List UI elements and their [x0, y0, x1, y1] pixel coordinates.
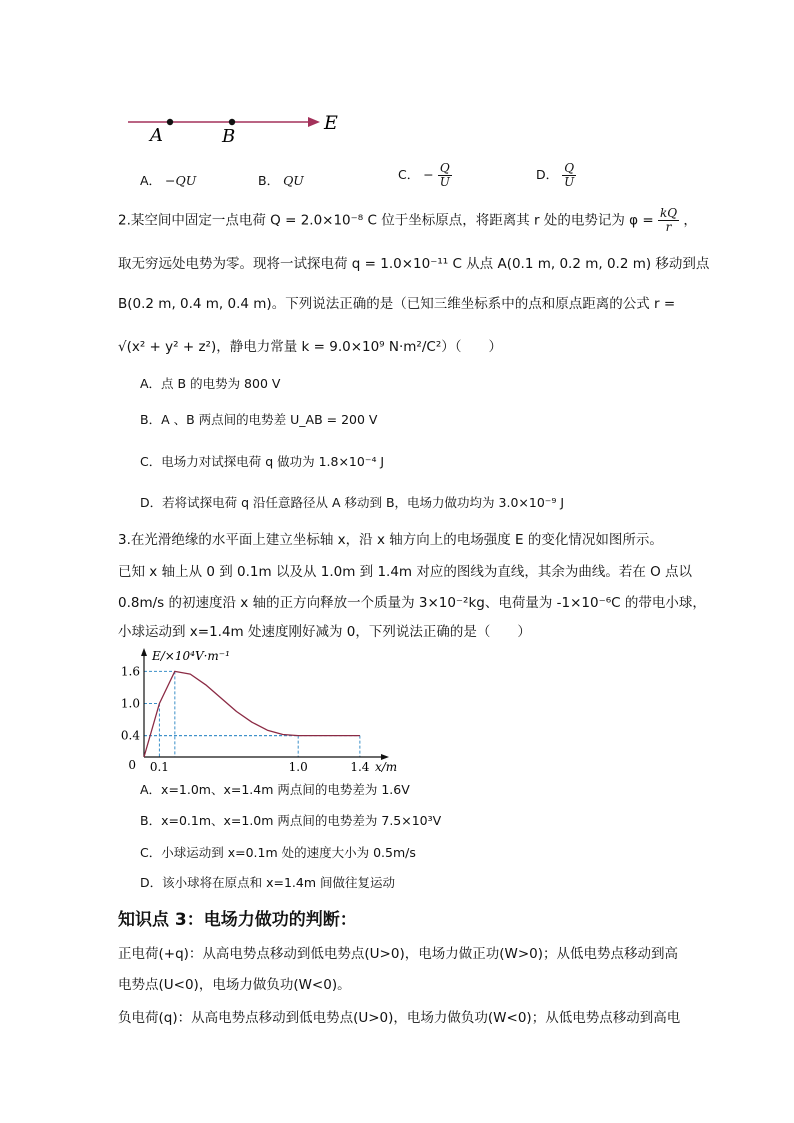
section-p1-line2: 电势点(U<0)，电场力做负功(W<0)。	[118, 977, 351, 993]
y-axis-title: E/×10⁴V·m⁻¹	[152, 649, 230, 663]
section-p2-line1: 负电荷(q)：从高电势点移动到低电势点(U>0)，电场力做负功(W<0)；从低电势点移动到高电	[118, 1010, 681, 1026]
q1-option-b[interactable]	[258, 171, 304, 189]
label-e: E	[324, 112, 338, 134]
q2-stem-line1: 2.某空间中固定一点电荷 Q = 2.0×10⁻⁸ C 位于坐标原点，将距离其 r 处的电势记为 φ = $\frac{kQ}{r}$ ，	[118, 206, 697, 234]
q3-option-a[interactable]: A．x=1.0m、x=1.4m 两点间的电势差为 1.6V	[140, 782, 410, 797]
field-line-figure	[120, 105, 360, 150]
q1-option-a[interactable]	[140, 171, 196, 189]
y-tick-label: 1.6	[120, 664, 140, 679]
x-tick-label: 0.1	[149, 760, 169, 773]
q2-option-b[interactable]: B．A 、B 两点间的电势差 U_AB = 200 V	[140, 412, 378, 427]
q3-option-b[interactable]: B．x=0.1m、x=1.0m 两点间的电势差为 7.5×10³V	[140, 813, 442, 828]
q3-stem-line2: 已知 x 轴上从 0 到 0.1m 以及从 1.0m 到 1.4m 对应的图线为直线，其余为曲线。若在 O 点以	[118, 564, 693, 580]
option-letter: C．	[398, 167, 420, 182]
y-tick-label: 1.0	[120, 696, 140, 711]
field-arrowhead	[308, 117, 320, 127]
q2-option-a[interactable]: A．点 B 的电势为 800 V	[140, 376, 281, 391]
option-letter: A．	[140, 173, 162, 188]
y-axis-arrow	[141, 648, 147, 656]
q2-stem-line2: 取无穷远处电势为零。现将一试探电荷 q = 1.0×10⁻¹¹ C 从点 A(0.1 m, 0.2 m, 0.2 m) 移动到点	[118, 256, 710, 272]
q3-stem-line3: 0.8m/s 的初速度沿 x 轴的正方向释放一个质量为 3×10⁻²kg、电荷量为 -1×10⁻⁶C 的带电小球，	[118, 595, 706, 611]
origin-label: 0	[128, 758, 136, 772]
x-tick-label: 1.4	[350, 760, 370, 773]
option-fraction: $\frac{Q}{U}$	[564, 161, 575, 189]
label-a: A	[150, 125, 163, 146]
option-value: QU	[283, 173, 304, 188]
option-value: −QU	[165, 173, 197, 188]
q2-option-c[interactable]: C．电场力对试探电荷 q 做功为 1.8×10⁻⁴ J	[140, 454, 385, 469]
q2-stem-line3: B(0.2 m, 0.4 m, 0.4 m)。下列说法正确的是（已知三维坐标系中的点和原点距离的公式 r =	[118, 296, 676, 312]
q1-option-c[interactable]	[398, 162, 452, 189]
e-field-curve	[144, 671, 360, 757]
label-b: B	[222, 126, 236, 147]
q2-stem-line4: √(x² + y² + z²)，静电力常量 k = 9.0×10⁹ N·m²/C²）（ ）	[118, 339, 502, 355]
q3-option-d[interactable]: D．该小球将在原点和 x=1.4m 间做往复运动	[140, 875, 395, 890]
q2-option-d[interactable]: D．若将试探电荷 q 沿任意路径从 A 移动到 B，电场力做功均为 3.0×10⁻⁹ J	[140, 495, 565, 510]
option-fraction: $\frac{Q}{U}$	[439, 161, 450, 189]
potential-fraction: $\frac{kQ}{r}$	[659, 206, 678, 234]
point-b	[229, 119, 235, 125]
option-sign: −	[423, 167, 434, 182]
q1-option-d[interactable]	[536, 162, 576, 189]
y-tick-label: 0.4	[120, 728, 140, 743]
x-tick-label: 1.0	[288, 760, 308, 773]
q3-stem-line1: 3.在光滑绝缘的水平面上建立坐标轴 x，沿 x 轴方向上的电场强度 E 的变化情况如图所示。	[118, 532, 663, 548]
x-axis-title: x/m	[375, 760, 398, 773]
section-p1-line1: 正电荷(+q)：从高电势点移动到低电势点(U>0)，电场力做正功(W>0)；从低电势点移动到高	[118, 946, 679, 962]
section-heading: 知识点 3：电场力做功的判断：	[118, 910, 357, 930]
option-letter: B．	[258, 173, 280, 188]
q3-stem-line4: 小球运动到 x=1.4m 处速度刚好减为 0，下列说法正确的是（ ）	[118, 624, 531, 640]
option-letter: D．	[536, 167, 559, 182]
e-field-chart	[118, 648, 398, 773]
point-a	[167, 119, 173, 125]
q3-option-c[interactable]: C．小球运动到 x=0.1m 处的速度大小为 0.5m/s	[140, 845, 416, 860]
